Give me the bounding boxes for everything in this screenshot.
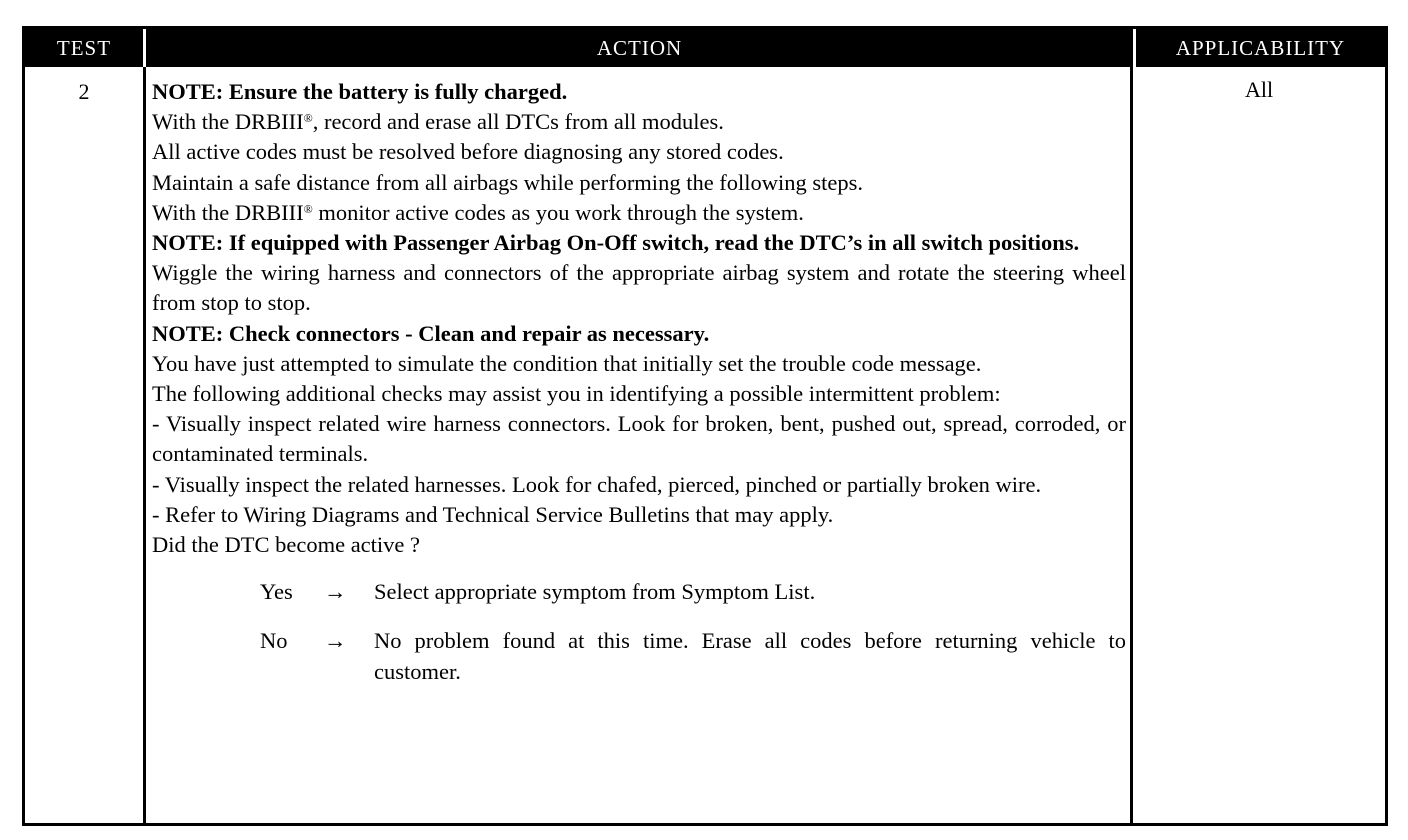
applicability-value: All xyxy=(1244,77,1274,102)
arrow-right-icon: → xyxy=(324,628,347,654)
diagnostic-table xyxy=(22,26,1388,826)
answer-yes xyxy=(260,576,1126,607)
arrow-right-icon: → xyxy=(324,579,347,605)
registered-mark: ® xyxy=(303,111,313,126)
answer-list xyxy=(152,576,1126,687)
test-number-cell xyxy=(25,67,143,823)
answer-label: No xyxy=(260,628,288,654)
instruction-line: With the DRBIII®, record and erase all DTCs from all modules. xyxy=(152,109,724,135)
answer-text: Select appropriate symptom from Symptom List. xyxy=(374,579,816,605)
test-number: 2 xyxy=(78,79,90,104)
header-test: TEST xyxy=(25,29,143,67)
note-line: NOTE: Ensure the battery is fully charged. xyxy=(152,79,568,104)
answer-no xyxy=(260,625,1126,687)
applicability-cell xyxy=(1133,67,1385,823)
instruction-line: Maintain a safe distance from all airbags while performing the following steps. xyxy=(152,169,864,195)
instruction-line: The following additional checks may assist you in identifying a possible intermittent problem: xyxy=(152,381,1001,407)
action-lines xyxy=(152,77,1126,560)
header-action: ACTION xyxy=(143,29,1133,67)
header-applicability: APPLICABILITY xyxy=(1133,29,1385,67)
action-cell xyxy=(143,67,1133,823)
answer-label: Yes xyxy=(260,579,293,605)
instruction-line: You have just attempted to simulate the condition that initially set the trouble code message. xyxy=(152,350,982,376)
instruction-line: All active codes must be resolved before diagnosing any stored codes. xyxy=(152,139,784,165)
instruction-line: Did the DTC become active ? xyxy=(152,532,421,558)
instruction-line: - Visually inspect related wire harness connectors. Look for broken, bent, pushed out, spread, corroded, or contaminated terminals. xyxy=(152,411,1126,467)
answer-text: No problem found at this time. Erase all codes before returning vehicle to customer. xyxy=(374,628,1126,685)
instruction-line: - Visually inspect the related harnesses. Look for chafed, pierced, pinched or partially broken wire. xyxy=(152,471,1042,497)
instruction-line: - Refer to Wiring Diagrams and Technical Service Bulletins that may apply. xyxy=(152,501,834,527)
note-line: NOTE: Check connectors - Clean and repair as necessary. xyxy=(152,320,710,346)
instruction-line: With the DRBIII® monitor active codes as you work through the system. xyxy=(152,199,804,225)
registered-mark: ® xyxy=(303,201,313,216)
instruction-line: Wiggle the wiring harness and connectors of the appropriate airbag system and rotate the steering wheel from stop to stop. xyxy=(152,260,1126,316)
note-line: NOTE: If equipped with Passenger Airbag On-Off switch, read the DTC’s in all switch positions. xyxy=(152,230,1080,256)
